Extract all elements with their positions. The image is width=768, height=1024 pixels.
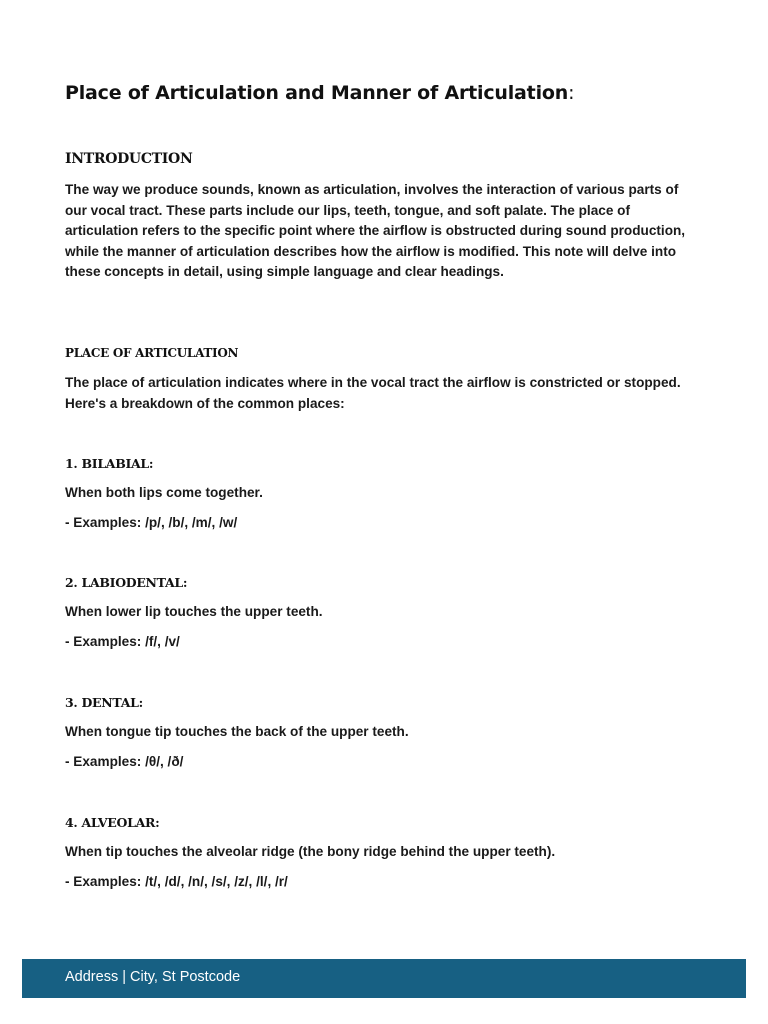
alveolar-heading: 4. ALVEOLAR: <box>65 815 160 830</box>
document-title <box>65 82 574 104</box>
introduction-paragraph: The way we produce sounds, known as articulation, involves the interaction of various parts of our vocal tract. These parts include our lips, teeth, tongue, and soft palate. The place of articulation refers to the specific point where the airflow is obstructed during sound production, while the manner of articulation describes how the airflow is modified. This note will delve into these concepts in detail, using simple language and clear headings. <box>65 182 686 280</box>
dental-heading: 3. DENTAL: <box>65 695 143 710</box>
alveolar-examples: - Examples: /t/, /d/, /n/, /s/, /z/, /l/, /r/ <box>65 874 288 889</box>
bilabial-examples: - Examples: /p/, /b/, /m/, /w/ <box>65 515 238 530</box>
document-title-text: Place of Articulation and Manner of Articulation <box>65 82 569 104</box>
labiodental-examples: - Examples: /f/, /v/ <box>65 634 180 649</box>
dental-examples: - Examples: /θ/, /ð/ <box>65 754 184 769</box>
footer-address: Address | City, St Postcode <box>65 969 241 985</box>
place-of-articulation-heading: PLACE OF ARTICULATION <box>65 346 239 360</box>
footer-bar <box>22 959 746 998</box>
place-of-articulation-paragraph: The place of articulation indicates where in the vocal tract the airflow is constricted or stopped. Here's a breakdown of the common places: <box>65 375 681 411</box>
bilabial-description: When both lips come together. <box>65 485 263 500</box>
labiodental-heading: 2. LABIODENTAL: <box>65 575 188 590</box>
labiodental-description: When lower lip touches the upper teeth. <box>65 604 323 619</box>
alveolar-description: When tip touches the alveolar ridge (the bony ridge behind the upper teeth). <box>65 844 556 859</box>
bilabial-heading: 1. BILABIAL: <box>65 456 154 471</box>
introduction-heading: INTRODUCTION <box>65 151 193 167</box>
document-title-colon: : <box>568 82 575 104</box>
dental-description: When tongue tip touches the back of the upper teeth. <box>65 724 409 739</box>
